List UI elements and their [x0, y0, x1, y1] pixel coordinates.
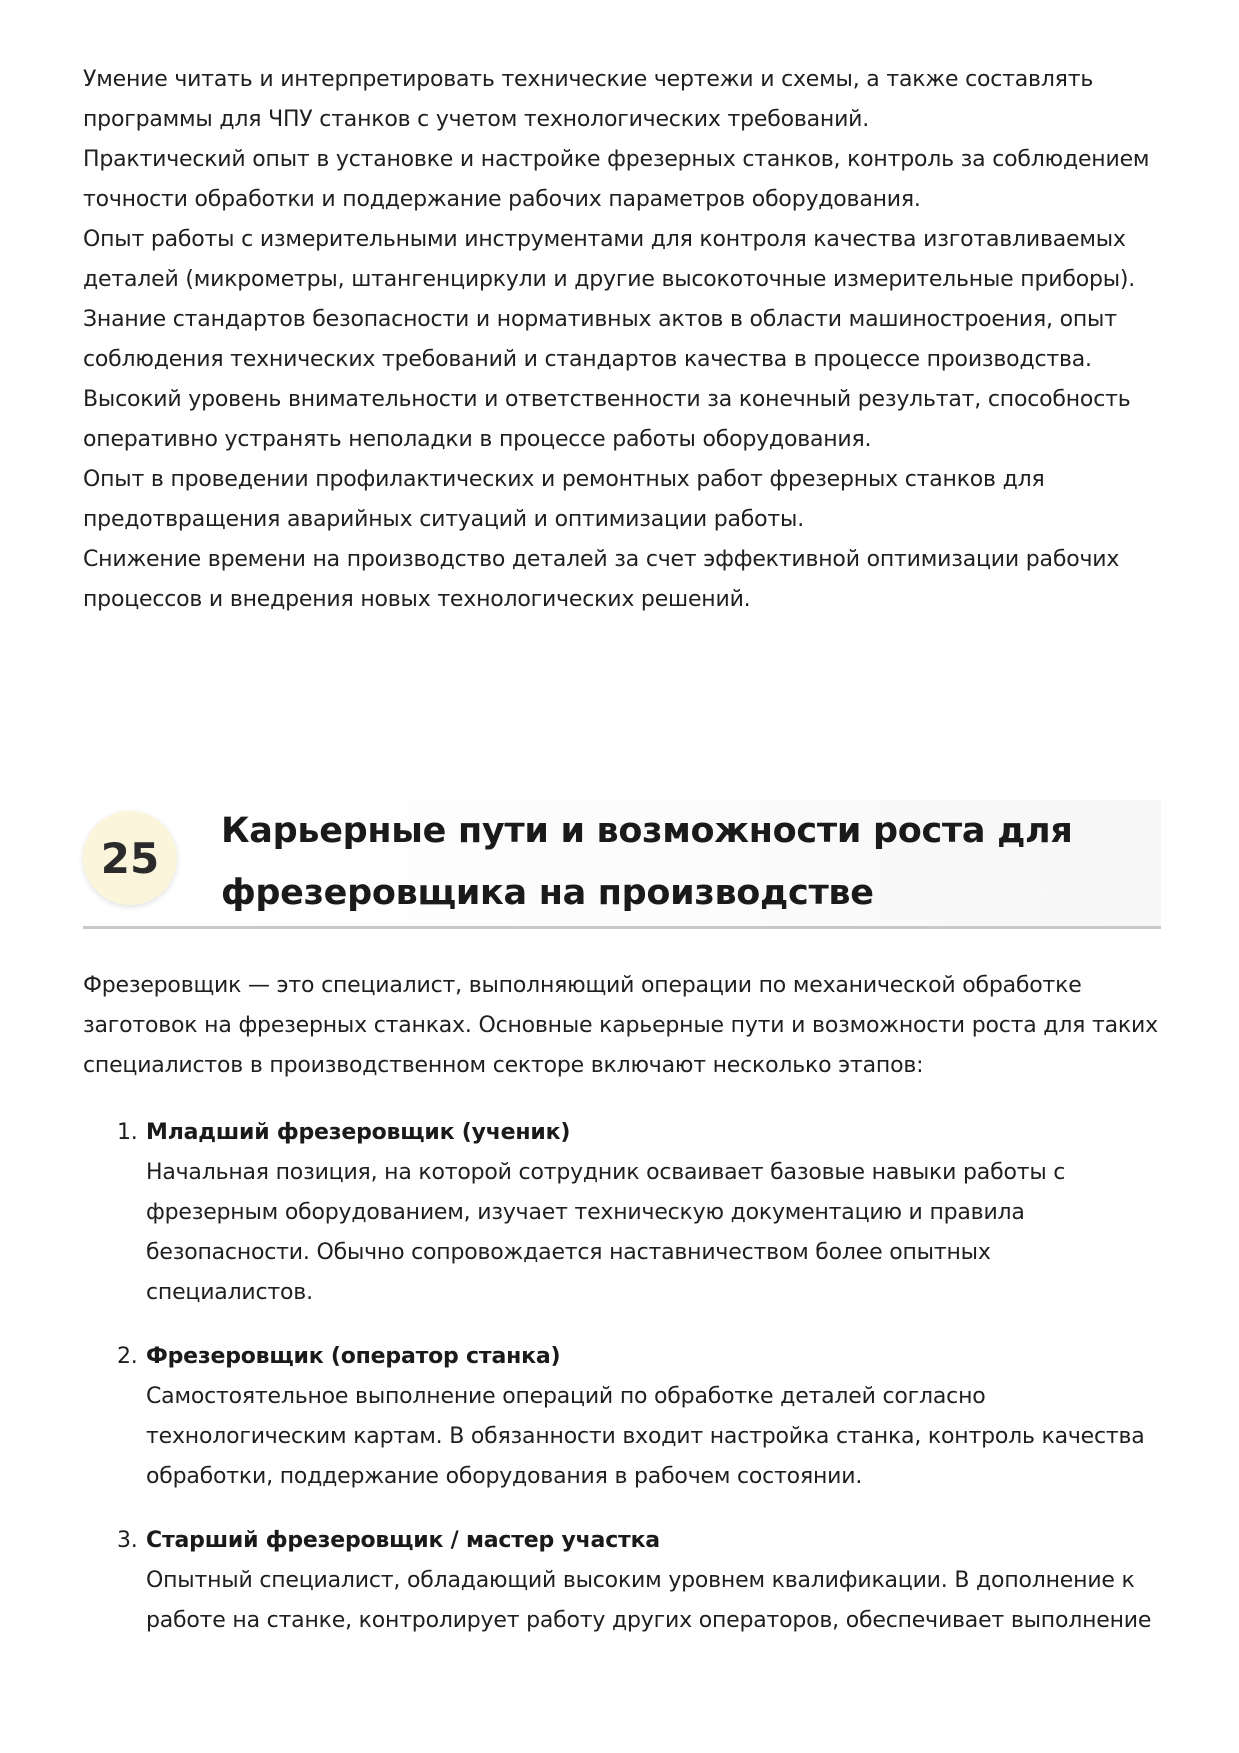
intro-line: Знание стандартов безопасности и нормативных актов в области машиностроения, опыт: [83, 307, 1117, 332]
intro-line: Опыт работы с измерительными инструментами для контроля качества изготавливаемых: [83, 227, 1126, 252]
description-line: специалистов.: [146, 1280, 313, 1305]
section-number-badge: 25: [83, 811, 177, 905]
intro-line: процессов и внедрения новых технологических решений.: [83, 587, 751, 612]
list-item: [83, 1113, 1173, 1313]
intro-line: Высокий уровень внимательности и ответственности за конечный результат, способность: [83, 387, 1131, 412]
intro-line: Практический опыт в установке и настройке фрезерных станков, контроль за соблюдением: [83, 147, 1150, 172]
list-item-number: 3.: [117, 1528, 138, 1553]
section-header: [83, 800, 1161, 928]
intro-line: Снижение времени на производство деталей за счет эффективной оптимизации рабочих: [83, 547, 1120, 572]
paragraph-line: заготовок на фрезерных станках. Основные карьерные пути и возможности роста для таких: [83, 1013, 1158, 1038]
list-item: [83, 1521, 1173, 1641]
description-line: Самостоятельное выполнение операций по обработке деталей согласно: [146, 1384, 986, 1409]
description-line: фрезерным оборудованием, изучает техническую документацию и правила: [146, 1200, 1025, 1225]
list-item-description: [146, 1153, 1173, 1313]
list-item-title: Старший фрезеровщик / мастер участка: [146, 1528, 660, 1553]
section-title-line: Карьерные пути и возможности роста для: [221, 811, 1073, 851]
list-item-description: [146, 1561, 1173, 1641]
list-item-title: Фрезеровщик (оператор станка): [146, 1344, 561, 1369]
intro-line: соблюдения технических требований и стандартов качества в процессе производства.: [83, 347, 1092, 372]
list-item: [83, 1337, 1173, 1497]
career-steps-list: [83, 1113, 1173, 1665]
description-line: Начальная позиция, на которой сотрудник осваивает базовые навыки работы с: [146, 1160, 1066, 1185]
intro-line: оперативно устранять неполадки в процессе работы оборудования.: [83, 427, 872, 452]
description-line: безопасности. Обычно сопровождается наставничеством более опытных: [146, 1240, 991, 1265]
paragraph-line: Фрезеровщик — это специалист, выполняющий операции по механической обработке: [83, 973, 1082, 998]
intro-text: [83, 60, 1173, 620]
description-line: технологическим картам. В обязанности входит настройка станка, контроль качества: [146, 1424, 1145, 1449]
list-item-description: [146, 1377, 1173, 1497]
intro-line: предотвращения аварийных ситуаций и оптимизации работы.: [83, 507, 805, 532]
list-item-number: 2.: [117, 1344, 138, 1369]
intro-line: Опыт в проведении профилактических и ремонтных работ фрезерных станков для: [83, 467, 1045, 492]
intro-line: Умение читать и интерпретировать технические чертежи и схемы, а также составлять: [83, 67, 1094, 92]
section-divider: [83, 926, 1161, 929]
section-title: [221, 800, 1121, 924]
list-item-title: Младший фрезеровщик (ученик): [146, 1120, 571, 1145]
description-line: работе на станке, контролирует работу других операторов, обеспечивает выполнение: [146, 1608, 1152, 1633]
intro-line: деталей (микрометры, штангенциркули и другие высокоточные измерительные приборы).: [83, 267, 1136, 292]
list-item-number: 1.: [117, 1120, 138, 1145]
intro-line: программы для ЧПУ станков с учетом технологических требований.: [83, 107, 870, 132]
section-title-line: фрезеровщика на производстве: [221, 873, 874, 913]
intro-line: точности обработки и поддержание рабочих параметров оборудования.: [83, 187, 921, 212]
section-paragraph: [83, 966, 1173, 1086]
paragraph-line: специалистов в производственном секторе включают несколько этапов:: [83, 1053, 924, 1078]
description-line: Опытный специалист, обладающий высоким уровнем квалификации. В дополнение к: [146, 1568, 1135, 1593]
description-line: обработки, поддержание оборудования в рабочем состоянии.: [146, 1464, 863, 1489]
